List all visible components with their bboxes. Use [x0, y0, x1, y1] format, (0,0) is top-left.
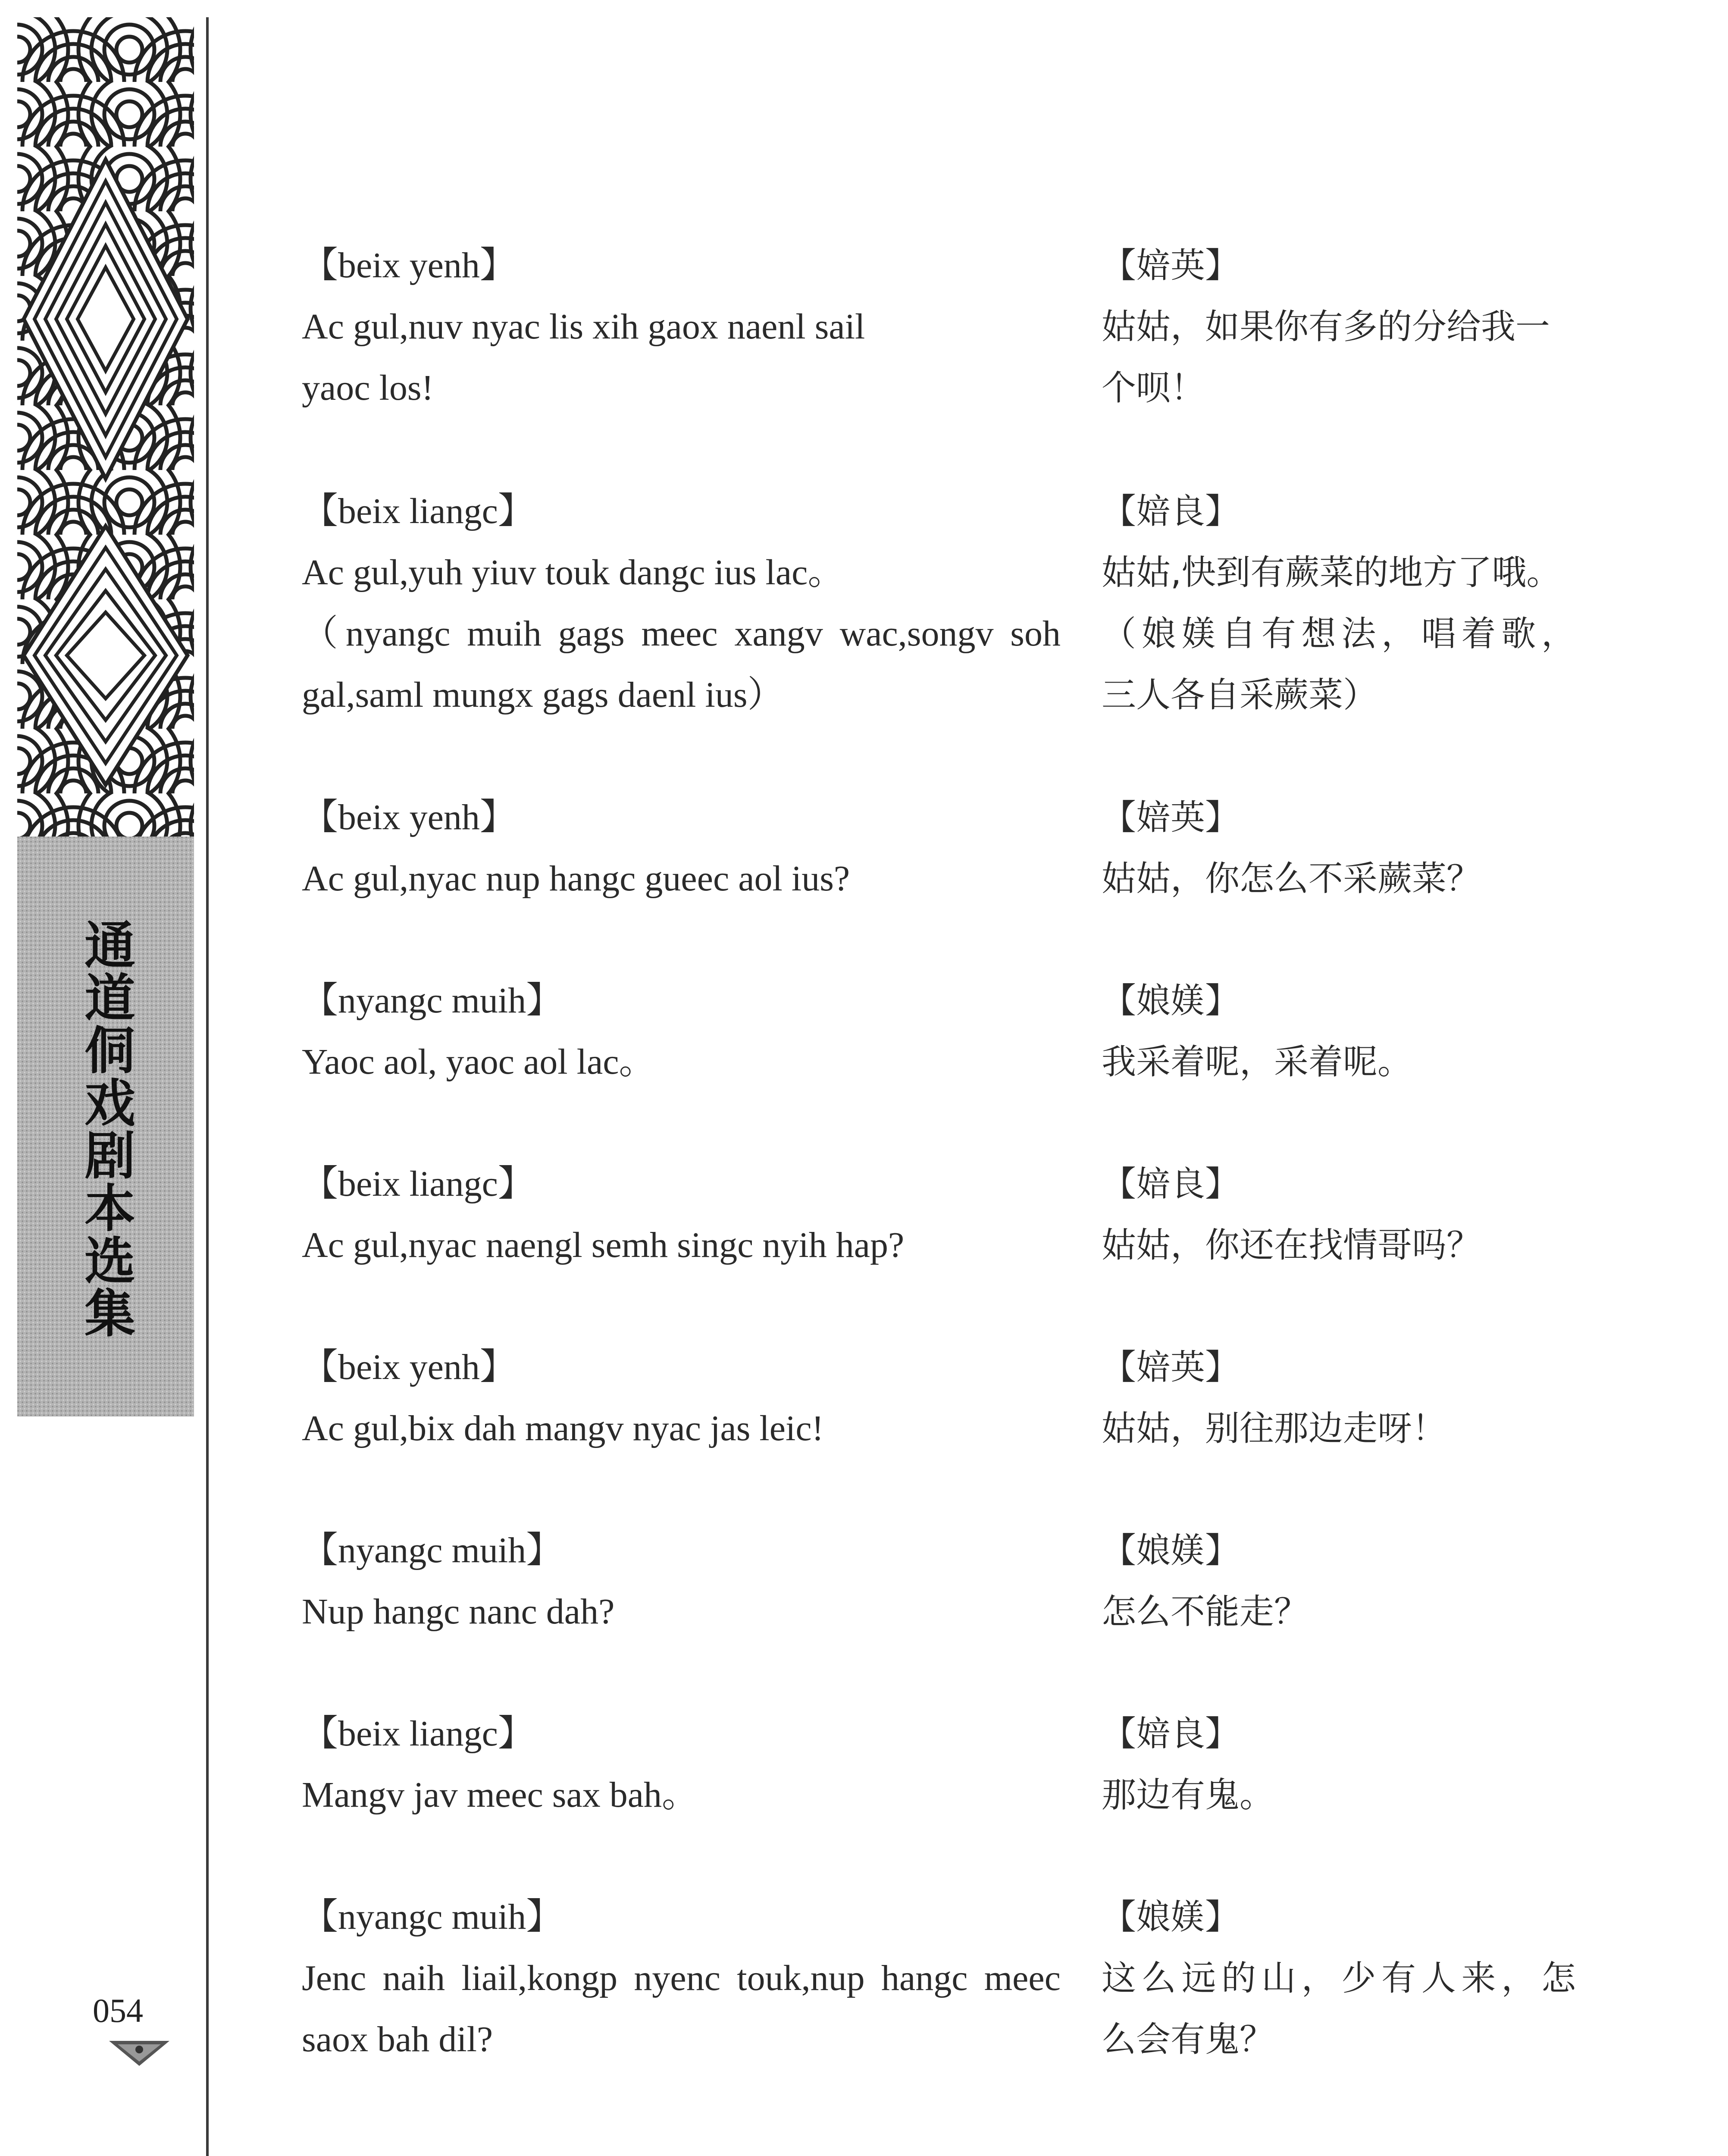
dialogue-line: 那边有鬼。	[1102, 1775, 1274, 1815]
cloud-pattern-ornament	[17, 17, 194, 837]
dialogue-entry-dong-2	[302, 481, 1061, 726]
dialogue-line: 这么远的山，少有人来，怎	[1102, 1958, 1576, 1998]
speaker-label: 【婄英】	[1102, 797, 1240, 837]
speaker-label: 【beix yenh】	[302, 797, 516, 837]
speaker-label: 【娘媄】	[1102, 981, 1240, 1021]
dialogue-entry-dong-8	[302, 1703, 1061, 1826]
dialogue-entry-zh-1	[1102, 235, 1576, 419]
dialogue-line: 姑姑，你怎么不采蕨菜？	[1102, 859, 1481, 899]
dialogue-line: Mangv jav meec sax bah。	[302, 1775, 698, 1815]
dialogue-entry-zh-3	[1102, 787, 1576, 909]
dialogue-entry-dong-1	[302, 235, 1061, 419]
dialogue-entry-dong-5	[302, 1153, 1061, 1276]
dialogue-entry-zh-6	[1102, 1337, 1576, 1459]
dialogue-line: 我采着呢，采着呢。	[1102, 1042, 1412, 1082]
dialogue-line: Jenc naih liail,kongp nyenc touk,nup hangc meec	[302, 1958, 1061, 1998]
dialogue-line: Ac gul,nyac naengl semh singc nyih hap?	[302, 1225, 905, 1265]
dialogue-line: （nyangc muih gags meec xangv wac,songv soh	[302, 614, 1061, 654]
dialogue-line: 怎么不能走？	[1102, 1592, 1309, 1632]
speaker-label: 【nyangc muih】	[302, 1530, 563, 1570]
dialogue-line: Ac gul,bix dah mangv nyac jas leic!	[302, 1408, 824, 1448]
dialogue-line: Yaoc aol, yaoc aol lac。	[302, 1042, 655, 1082]
dialogue-line: 么会有鬼？	[1102, 2019, 1274, 2059]
book-title: 通道侗戏剧本选集	[76, 918, 136, 1339]
dialogue-entry-zh-2	[1102, 481, 1576, 726]
dialogue-entry-dong-7	[302, 1520, 1061, 1642]
speaker-label: 【娘媄】	[1102, 1897, 1240, 1937]
speaker-label: 【婄英】	[1102, 1347, 1240, 1387]
speaker-label: 【婄英】	[1102, 245, 1240, 285]
dialogue-line: 姑姑，你还在找情哥吗？	[1102, 1225, 1481, 1265]
dialogue-entry-zh-5	[1102, 1153, 1576, 1276]
speaker-label: 【beix liangc】	[302, 491, 534, 531]
dialogue-line: 姑姑,快到有蕨菜的地方了哦。	[1102, 552, 1561, 592]
dialogue-line: saox bah dil?	[302, 2019, 493, 2059]
dialogue-entry-dong-4	[302, 970, 1061, 1093]
dialogue-line: （娘媄自有想法，唱着歌，	[1102, 614, 1576, 654]
dialogue-entry-zh-7	[1102, 1520, 1576, 1642]
dialogue-line: Ac gul,nuv nyac lis xih gaox naenl sail	[302, 307, 865, 347]
dialogue-line: gal,saml mungx gags daenl ius）	[302, 675, 784, 715]
dialogue-line: 姑姑，如果你有多的分给我一	[1102, 307, 1550, 347]
dialogue-line: Nup hangc nanc dah?	[302, 1592, 615, 1632]
page-number: 054	[93, 1992, 143, 2029]
speaker-label: 【beix liangc】	[302, 1164, 534, 1204]
page-number-ornament-icon	[107, 2037, 172, 2068]
speaker-label: 【婄良】	[1102, 491, 1240, 531]
speaker-label: 【婄良】	[1102, 1164, 1240, 1204]
speaker-label: 【beix yenh】	[302, 1347, 516, 1387]
speaker-label: 【婄良】	[1102, 1714, 1240, 1754]
speaker-label: 【娘媄】	[1102, 1530, 1240, 1570]
dialogue-entry-dong-6	[302, 1337, 1061, 1459]
dialogue-line: 个呗！	[1102, 368, 1205, 408]
dialogue-entry-zh-9	[1102, 1887, 1576, 2070]
dialogue-entry-dong-3	[302, 787, 1061, 909]
margin-divider-line	[206, 17, 209, 2156]
dialogue-line: Ac gul,nyac nup hangc gueec aol ius?	[302, 859, 850, 899]
speaker-label: 【beix yenh】	[302, 245, 516, 285]
speaker-label: 【beix liangc】	[302, 1714, 534, 1754]
dialogue-line: 姑姑，别往那边走呀！	[1102, 1408, 1446, 1448]
dialogue-entry-zh-8	[1102, 1703, 1576, 1826]
book-title-band	[17, 837, 194, 1416]
speaker-label: 【nyangc muih】	[302, 1897, 563, 1937]
dialogue-line: 三人各自采蕨菜）	[1102, 675, 1377, 715]
dialogue-line: yaoc los!	[302, 368, 434, 408]
speaker-label: 【nyangc muih】	[302, 981, 563, 1021]
dialogue-entry-zh-4	[1102, 970, 1576, 1093]
dialogue-entry-dong-9	[302, 1887, 1061, 2070]
dialogue-line: Ac gul,yuh yiuv touk dangc ius lac。	[302, 552, 844, 592]
